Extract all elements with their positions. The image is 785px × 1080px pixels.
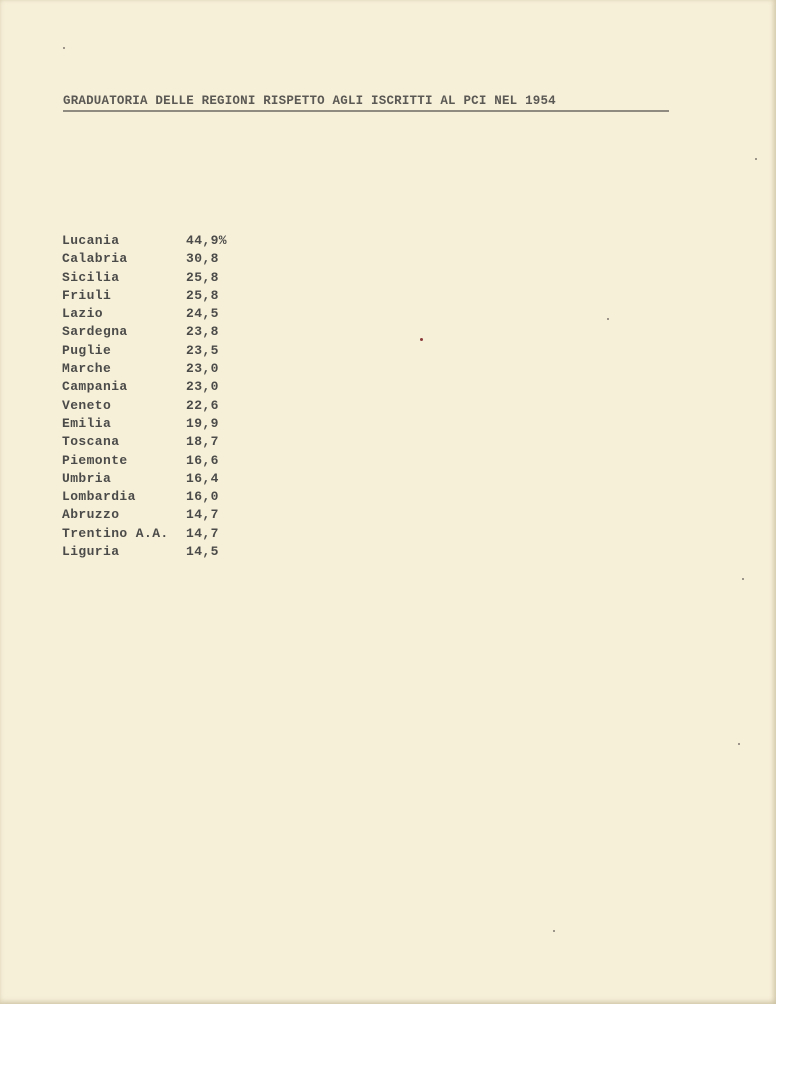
ink-speck xyxy=(553,930,555,932)
region-percentage: 19,9 xyxy=(186,415,219,431)
region-name: Lucania xyxy=(62,233,120,248)
region-name: Sicilia xyxy=(62,269,120,285)
region-name: Friuli xyxy=(62,287,112,303)
region-percentage: 25,8 xyxy=(186,269,219,285)
table-row xyxy=(62,543,262,561)
region-name: Abruzzo xyxy=(62,507,120,523)
ink-speck xyxy=(742,578,744,580)
region-name: Toscana xyxy=(62,434,120,450)
ink-speck xyxy=(738,743,740,745)
region-percentage: 23,5 xyxy=(186,342,219,358)
region-name: Umbria xyxy=(62,470,112,486)
region-percentage: 23,8 xyxy=(186,324,219,340)
region-percentage: 30,8 xyxy=(186,251,219,267)
title-underline xyxy=(63,110,669,112)
region-percentage: 14,5 xyxy=(186,544,219,560)
table-row xyxy=(62,342,262,360)
region-name: Puglie xyxy=(62,342,112,358)
region-name: Lombardia xyxy=(62,489,136,505)
table-row xyxy=(62,269,262,287)
region-name: Sardegna xyxy=(62,324,128,340)
region-percentage: 23,0 xyxy=(186,361,219,377)
region-ranking-table xyxy=(62,232,262,561)
table-row xyxy=(62,397,262,415)
region-name: Trentino A.A. xyxy=(62,525,169,541)
ink-speck xyxy=(607,318,609,320)
region-percentage: 16,4 xyxy=(186,470,219,486)
ink-speck xyxy=(63,47,65,49)
table-row xyxy=(62,525,262,543)
region-percentage: 25,8 xyxy=(186,287,219,303)
region-percentage: 18,7 xyxy=(186,434,219,450)
table-row xyxy=(62,323,262,341)
region-name: Campania xyxy=(62,379,128,395)
region-percentage: 16,0 xyxy=(186,489,219,505)
region-name: Marche xyxy=(62,361,112,377)
table-row xyxy=(62,232,262,250)
region-percentage: 16,6 xyxy=(186,452,219,468)
region-name: Liguria xyxy=(62,544,120,560)
region-percentage: 22,6 xyxy=(186,397,219,413)
table-row xyxy=(62,305,262,323)
document-title: GRADUATORIA DELLE REGIONI RISPETTO AGLI ISCRITTI AL PCI NEL 1954 xyxy=(63,94,556,108)
table-row xyxy=(62,433,262,451)
table-row xyxy=(62,250,262,268)
table-row xyxy=(62,488,262,506)
region-percentage: 24,5 xyxy=(186,306,219,322)
table-row xyxy=(62,415,262,433)
region-name: Emilia xyxy=(62,415,112,431)
region-name: Calabria xyxy=(62,251,128,267)
region-percentage: 14,7 xyxy=(186,507,219,523)
region-name: Veneto xyxy=(62,397,112,413)
region-percentage: 14,7 xyxy=(186,525,219,541)
ink-speck xyxy=(755,158,757,160)
region-name: Lazio xyxy=(62,306,104,322)
table-row xyxy=(62,360,262,378)
region-name: Piemonte xyxy=(62,452,128,468)
table-row xyxy=(62,378,262,396)
table-row xyxy=(62,470,262,488)
table-row xyxy=(62,287,262,305)
region-percentage: 44,9% xyxy=(186,233,228,248)
table-row xyxy=(62,452,262,470)
table-row xyxy=(62,506,262,524)
ink-speck xyxy=(420,338,423,341)
region-percentage: 23,0 xyxy=(186,379,219,395)
